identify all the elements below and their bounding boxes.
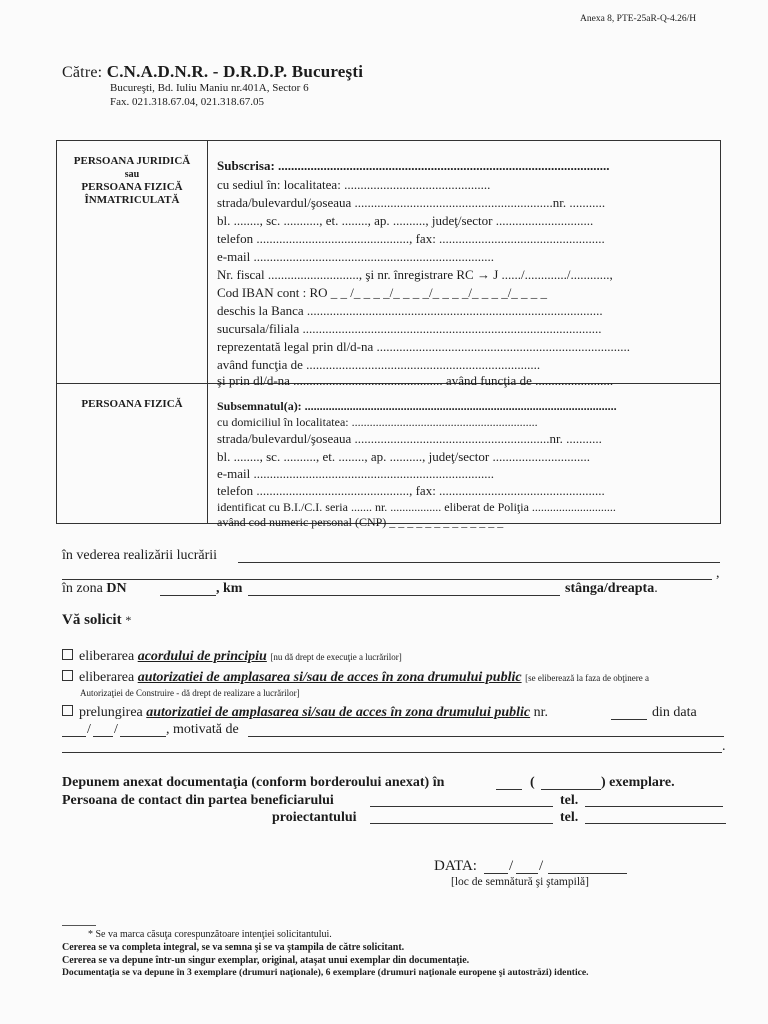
date-label: DATA: (434, 858, 477, 874)
option-authorization-emphasis: autorizatiei de amplasarea si/sau de acces în zona drumului public (137, 670, 522, 685)
attach-line: Depunem anexat documentaţia (conform borderoului anexat) în (62, 775, 445, 790)
footnote-1: Cererea se va completa integral, se va semna şi se va ştampila de către solicitant. (62, 942, 405, 953)
attach-paren-open: ( (530, 775, 535, 790)
applicant-table (56, 140, 721, 529)
request-title (62, 612, 131, 629)
natural-person-label: PERSOANA FIZICĂ (81, 398, 183, 410)
works-dn-input[interactable] (160, 595, 216, 596)
legal-field-locality[interactable]: cu sediul în: localitatea: ............................................. (217, 177, 491, 192)
works-side (565, 581, 658, 597)
date-slash-1: / (509, 858, 514, 874)
option-extension-pre: prelungirea (79, 705, 143, 720)
table-divider-vertical (207, 141, 208, 523)
extension-date-slash-1: / (87, 722, 91, 737)
contact-beneficiary-tel-input[interactable] (585, 806, 723, 807)
works-side-period: . (654, 581, 658, 596)
legal-field-street[interactable]: strada/bulevardul/şoseaua .............................................................nr. ........... (217, 195, 606, 210)
date-slash-2: / (539, 858, 544, 874)
option-principle[interactable] (62, 649, 402, 665)
option-authorization[interactable] (62, 670, 649, 686)
works-side-label: stânga/dreapta (565, 581, 655, 596)
works-purpose-input[interactable] (238, 562, 720, 563)
option-extension-date-label: din data (652, 705, 697, 720)
legal-field-second-representative[interactable]: şi prin dl/d-na .............................................. având funcţia de ........................ (217, 373, 614, 388)
attach-count-words-input[interactable] (541, 789, 601, 790)
option-extension-nr: nr. (533, 705, 549, 720)
legal-field-email[interactable]: e-mail .......................................................................... (217, 249, 494, 264)
contact-beneficiary-input[interactable] (370, 806, 553, 807)
extension-day-input[interactable] (62, 736, 86, 737)
option-extension[interactable] (62, 705, 548, 721)
option-principle-note: [nu dă drept de execuţie a lucrărilor] (270, 652, 402, 662)
works-purpose-input-2[interactable] (62, 579, 712, 580)
footnote-star: * Se va marca căsuţa corespunzătoare intenţiei solicitantului. (88, 929, 332, 940)
option-authorization-note-2: Autorizaţiei de Construire - dă drept de realizare a lucrărilor] (80, 688, 300, 698)
extension-year-input[interactable] (120, 736, 166, 737)
legal-field-company[interactable]: Subscrisa: ...................................................................................................... (217, 158, 610, 173)
option-principle-emphasis: acordului de principiu (137, 649, 267, 664)
footnote-separator (62, 925, 96, 926)
works-comma: , (716, 566, 720, 581)
contact-beneficiary-tel-label: tel. (560, 793, 579, 808)
legal-person-label-2: sau (124, 169, 140, 180)
extension-motivation-input[interactable] (248, 736, 724, 737)
option-authorization-pre: eliberarea (79, 670, 135, 685)
recipient-name: C.N.A.D.N.R. - D.R.D.P. Bucureşti (106, 62, 364, 81)
recipient-fax: Fax. 021.318.67.04, 021.318.67.05 (110, 96, 264, 108)
footnote-3: Documentaţia se va depune în 3 exemplare (drumuri naţionale), 6 exemplare (drumuri naţionale europene şi autostrăzi) identice. (62, 967, 589, 978)
recipient-title (62, 62, 363, 82)
natural-field-name[interactable]: Subsemnatul(a): ........................................................................................................ (217, 399, 617, 413)
legal-field-building[interactable]: bl. ........, sc. ..........., et. ........, ap. .........., judeţ/sector .............................. (217, 213, 594, 228)
extension-nr-input[interactable] (611, 719, 647, 720)
option-extension-emphasis: autorizatiei de amplasarea si/sau de acces în zona drumului public (146, 705, 531, 720)
works-purpose-label: în vederea realizării lucrării (62, 548, 218, 563)
extension-motivation-input-2[interactable] (62, 752, 722, 753)
recipient-address: Bucureşti, Bd. Iuliu Maniu nr.401A, Sector 6 (110, 82, 309, 94)
contact-designer-label: proiectantului (272, 810, 357, 825)
natural-field-street[interactable]: strada/bulevardul/şoseaua ............................................................nr. ........... (217, 431, 602, 446)
extension-motivation-label: , motivată de (166, 722, 239, 737)
extension-month-input[interactable] (93, 736, 113, 737)
annex-reference: Anexa 8, PTE-25aR-Q-4.26/H (580, 14, 697, 24)
legal-field-fiscal[interactable]: Nr. fiscal ............................, şi nr. înregistrare RC → J ....../............./............, (217, 267, 613, 282)
legal-field-bank[interactable]: deschis la Banca ........................................................................................... (217, 303, 603, 318)
natural-field-locality[interactable]: cu domiciliul în localitatea: .............................................................. (217, 415, 538, 429)
checkbox-extension[interactable] (62, 705, 73, 716)
extension-date-slash-2: / (114, 722, 118, 737)
recipient-prefix: Către: (62, 64, 103, 81)
legal-person-label-3: PERSOANA FIZICĂ (81, 181, 183, 193)
works-zone (62, 581, 127, 597)
signature-note: [loc de semnătură şi ştampilă] (451, 876, 589, 888)
attach-paren-close: ) exemplare. (601, 775, 675, 790)
legal-person-label-1: PERSOANA JURIDICĂ (73, 155, 191, 167)
legal-field-iban[interactable]: Cod IBAN cont : RO _ _ /_ _ _ _/_ _ _ _/_ _ _ _/_ _ _ _/_ _ _ _ (217, 285, 548, 300)
checkbox-principle[interactable] (62, 649, 73, 660)
legal-person-label-4: ÎNMATRICULATĂ (84, 194, 180, 206)
contact-beneficiary-label: Persoana de contact din partea beneficiarului (62, 793, 334, 808)
attach-count-input[interactable] (496, 789, 522, 790)
request-star: * (125, 613, 132, 627)
option-authorization-note-1: [se eliberează la faza de obţinere a (525, 673, 649, 683)
works-km-label: , km (216, 581, 243, 596)
option-principle-pre: eliberarea (79, 649, 135, 664)
footnote-2: Cererea se va depune într-un singur exemplar, original, ataşat unui exemplar din documentaţie. (62, 955, 470, 966)
request-title-text: Vă solicit (62, 612, 122, 628)
checkbox-authorization[interactable] (62, 670, 73, 681)
date-year-input[interactable] (548, 873, 627, 874)
date-day-input[interactable] (484, 873, 508, 874)
natural-field-id[interactable]: identificat cu B.I./C.I. seria ....... nr. ................. eliberat de Poliţia ............................ (217, 500, 616, 514)
works-km-input[interactable] (248, 595, 560, 596)
legal-field-representative[interactable]: reprezentată legal prin dl/d-na .............................................................................. (217, 339, 631, 354)
natural-field-building[interactable]: bl. ........, sc. .........., et. ........, ap. .........., judeţ/sector .............................. (217, 449, 590, 464)
legal-field-phone[interactable]: telefon ..............................................., fax: ................................................... (217, 231, 605, 246)
legal-person-label (57, 155, 207, 207)
natural-field-email[interactable]: e-mail .......................................................................... (217, 466, 494, 481)
natural-field-cnp[interactable]: având cod numeric personal (CNP) _ _ _ _ _ _ _ _ _ _ _ _ _ (217, 515, 504, 529)
date-month-input[interactable] (516, 873, 538, 874)
legal-field-branch[interactable]: sucursala/filiala ............................................................................................ (217, 321, 602, 336)
contact-designer-input[interactable] (370, 823, 553, 824)
legal-field-function[interactable]: având funcţia de ........................................................................ (217, 357, 541, 372)
contact-designer-tel-label: tel. (560, 810, 579, 825)
works-dn-label: DN (106, 581, 127, 596)
natural-field-phone[interactable]: telefon ..............................................., fax: ................................................... (217, 483, 605, 498)
contact-designer-tel-input[interactable] (585, 823, 726, 824)
works-zone-label: în zona (62, 581, 103, 596)
extension-period: . (722, 739, 726, 754)
